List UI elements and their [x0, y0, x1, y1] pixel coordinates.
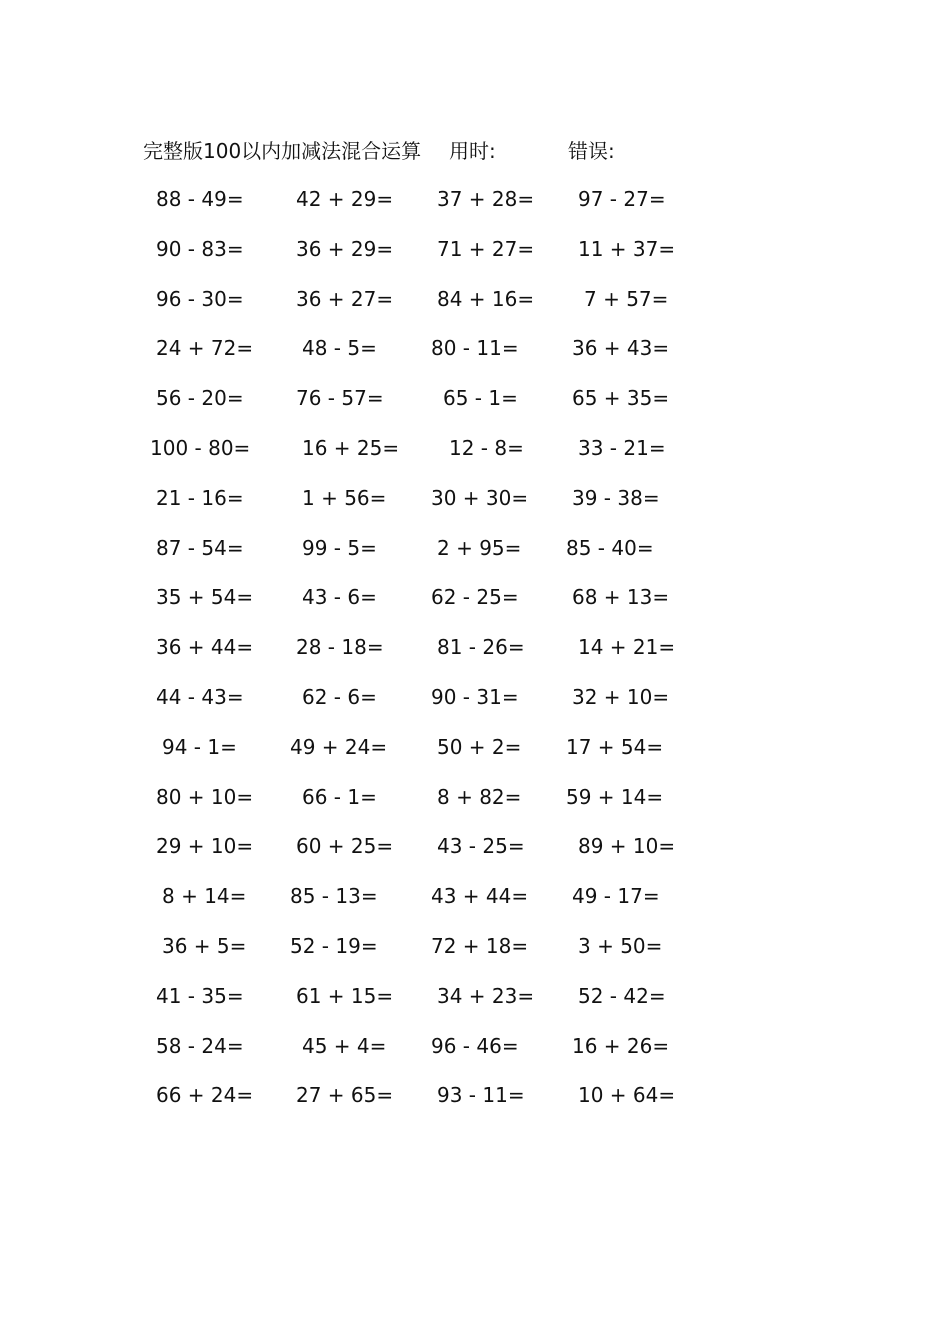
problem-cell: 90 - 31=	[431, 684, 519, 709]
problem-cell: 33 - 21=	[578, 435, 666, 460]
problem-cell: 90 - 83=	[156, 236, 244, 261]
problem-cell: 36 + 5=	[162, 933, 247, 958]
problem-cell: 65 - 1=	[443, 386, 518, 411]
problem-cell: 28 - 18=	[296, 635, 384, 660]
problem-cell: 12 - 8=	[449, 435, 524, 460]
problem-cell: 76 - 57=	[296, 386, 384, 411]
problem-cell: 44 - 43=	[156, 684, 244, 709]
problem-cell: 21 - 16=	[156, 485, 244, 510]
problem-cell: 36 + 27=	[296, 286, 394, 311]
problem-cell: 36 + 43=	[572, 336, 670, 361]
problem-cell: 59 + 14=	[566, 784, 664, 809]
problem-cell: 39 - 38=	[572, 485, 660, 510]
problem-cell: 71 + 27=	[437, 236, 535, 261]
problem-cell: 30 + 30=	[431, 485, 529, 510]
problem-cell: 80 + 10=	[156, 784, 254, 809]
problem-cell: 68 + 13=	[572, 585, 670, 610]
problem-cell: 32 + 10=	[572, 684, 670, 709]
problem-cell: 16 + 25=	[302, 435, 400, 460]
problem-cell: 8 + 82=	[437, 784, 522, 809]
problem-cell: 36 + 29=	[296, 236, 394, 261]
problem-cell: 99 - 5=	[302, 535, 377, 560]
problem-cell: 43 - 6=	[302, 585, 377, 610]
problem-cell: 3 + 50=	[578, 933, 663, 958]
worksheet-title: 完整版100以内加减法混合运算	[143, 139, 422, 163]
problem-cell: 52 - 19=	[290, 933, 378, 958]
problem-cell: 37 + 28=	[437, 187, 535, 211]
problem-cell: 42 + 29=	[296, 187, 394, 211]
problem-cell: 94 - 1=	[162, 734, 237, 759]
problem-cell: 56 - 20=	[156, 386, 244, 411]
problem-cell: 85 - 40=	[566, 535, 654, 560]
problem-cell: 10 + 64=	[578, 1083, 676, 1108]
problem-cell: 1 + 56=	[302, 485, 387, 510]
problem-cell: 50 + 2=	[437, 734, 522, 759]
problem-cell: 81 - 26=	[437, 635, 525, 660]
problem-cell: 96 - 30=	[156, 286, 244, 311]
problem-cell: 52 - 42=	[578, 983, 666, 1008]
problem-cell: 84 + 16=	[437, 286, 535, 311]
problem-cell: 100 - 80=	[150, 435, 251, 460]
problem-cell: 7 + 57=	[584, 286, 669, 311]
error-label: 错误:	[568, 139, 615, 163]
problem-cell: 89 + 10=	[578, 834, 676, 859]
problem-cell: 45 + 4=	[302, 1033, 387, 1058]
problem-cell: 88 - 49=	[156, 187, 244, 211]
problem-cell: 87 - 54=	[156, 535, 244, 560]
problem-cell: 2 + 95=	[437, 535, 522, 560]
problem-cell: 97 - 27=	[578, 187, 666, 211]
problem-cell: 93 - 11=	[437, 1083, 525, 1108]
problem-cell: 35 + 54=	[156, 585, 254, 610]
problem-cell: 34 + 23=	[437, 983, 535, 1008]
problem-cell: 49 - 17=	[572, 884, 660, 909]
problem-cell: 66 + 24=	[156, 1083, 254, 1108]
problem-cell: 43 - 25=	[437, 834, 525, 859]
problem-cell: 58 - 24=	[156, 1033, 244, 1058]
problem-cell: 62 - 6=	[302, 684, 377, 709]
problem-cell: 60 + 25=	[296, 834, 394, 859]
problem-cell: 80 - 11=	[431, 336, 519, 361]
problem-cell: 27 + 65=	[296, 1083, 394, 1108]
problem-cell: 85 - 13=	[290, 884, 378, 909]
problem-cell: 62 - 25=	[431, 585, 519, 610]
problem-cell: 29 + 10=	[156, 834, 254, 859]
problem-cell: 66 - 1=	[302, 784, 377, 809]
problem-cell: 41 - 35=	[156, 983, 244, 1008]
problem-cell: 61 + 15=	[296, 983, 394, 1008]
problem-cell: 96 - 46=	[431, 1033, 519, 1058]
problem-cell: 48 - 5=	[302, 336, 377, 361]
problem-cell: 43 + 44=	[431, 884, 529, 909]
problem-cell: 36 + 44=	[156, 635, 254, 660]
problem-cell: 49 + 24=	[290, 734, 388, 759]
problem-cell: 72 + 18=	[431, 933, 529, 958]
problem-cell: 8 + 14=	[162, 884, 247, 909]
problem-cell: 17 + 54=	[566, 734, 664, 759]
time-label: 用时:	[449, 139, 496, 163]
problem-cell: 14 + 21=	[578, 635, 676, 660]
problem-cell: 16 + 26=	[572, 1033, 670, 1058]
problem-cell: 24 + 72=	[156, 336, 254, 361]
problem-cell: 11 + 37=	[578, 236, 676, 261]
problem-cell: 65 + 35=	[572, 386, 670, 411]
